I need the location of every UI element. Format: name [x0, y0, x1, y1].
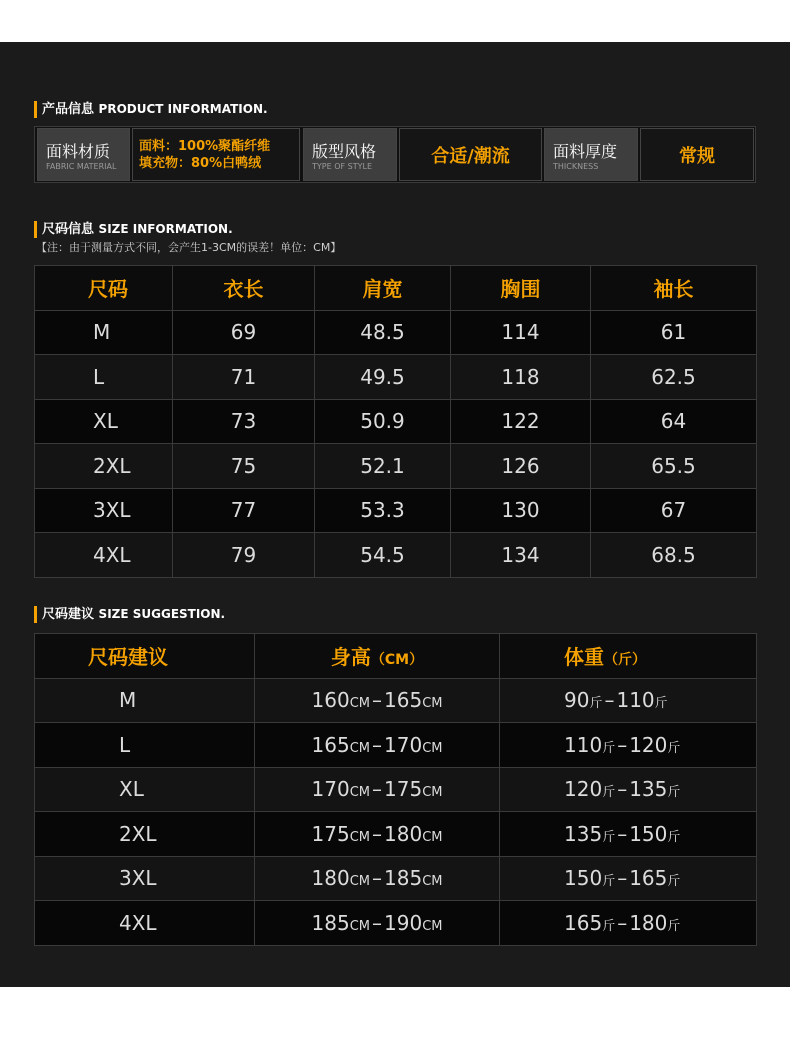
size-info-title-cn: 尺码信息	[42, 222, 95, 237]
size-suggestion-title	[34, 606, 225, 623]
size-cell: 4XL	[35, 533, 173, 578]
shoulder-cell: 50.9	[315, 399, 451, 444]
sleeve-cell: 64	[591, 399, 757, 444]
product-info-title-cn: 产品信息	[42, 102, 95, 117]
sleeve-cell: 61	[591, 310, 757, 355]
length-cell: 75	[173, 444, 315, 489]
suggestion-header-weight: 体重（斤）	[500, 634, 757, 679]
table-row	[35, 399, 757, 444]
table-row	[35, 533, 757, 578]
thickness-label: 面料厚度 THICKNESS	[544, 128, 638, 181]
product-info-title-en: PRODUCT INFORMATION.	[98, 102, 268, 116]
table-row	[35, 767, 757, 812]
size-cell: M	[35, 310, 173, 355]
suggestion-size-cell: 4XL	[35, 901, 255, 946]
suggestion-size-cell: XL	[35, 767, 255, 812]
sleeve-cell: 68.5	[591, 533, 757, 578]
suggestion-height-cell: 165CM – 170CM	[255, 723, 500, 768]
table-row	[35, 901, 757, 946]
chest-cell: 114	[451, 310, 591, 355]
size-suggestion-table	[34, 633, 757, 946]
chest-cell: 130	[451, 488, 591, 533]
table-row	[35, 856, 757, 901]
suggestion-weight-cell: 135斤 – 150斤	[500, 812, 757, 857]
suggestion-header-height: 身高（CM）	[255, 634, 500, 679]
size-suggestion-title-cn: 尺码建议	[42, 607, 95, 622]
length-cell: 73	[173, 399, 315, 444]
size-table-header	[35, 266, 757, 311]
size-table	[34, 265, 757, 578]
suggestion-size-cell: 3XL	[35, 856, 255, 901]
size-header-sleeve: 袖长	[591, 266, 757, 311]
table-row	[35, 488, 757, 533]
length-cell: 77	[173, 488, 315, 533]
suggestion-weight-cell: 150斤 – 165斤	[500, 856, 757, 901]
thickness-value: 常规	[640, 128, 754, 181]
product-info-title	[34, 101, 268, 118]
chest-cell: 122	[451, 399, 591, 444]
product-info-bar	[34, 126, 756, 183]
style-value: 合适/潮流	[399, 128, 542, 181]
shoulder-cell: 49.5	[315, 355, 451, 400]
suggestion-weight-cell: 90斤 – 110斤	[500, 678, 757, 723]
suggestion-height-cell: 175CM – 180CM	[255, 812, 500, 857]
suggestion-size-cell: L	[35, 723, 255, 768]
suggestion-header-size: 尺码建议	[35, 634, 255, 679]
size-header-size: 尺码	[35, 266, 173, 311]
sleeve-cell: 62.5	[591, 355, 757, 400]
size-header-shoulder: 肩宽	[315, 266, 451, 311]
length-cell: 71	[173, 355, 315, 400]
size-cell: 2XL	[35, 444, 173, 489]
suggestion-table-header	[35, 634, 757, 679]
suggestion-height-cell: 170CM – 175CM	[255, 767, 500, 812]
style-label: 版型风格 TYPE OF STYLE	[303, 128, 397, 181]
shoulder-cell: 54.5	[315, 533, 451, 578]
suggestion-size-cell: 2XL	[35, 812, 255, 857]
fabric-value	[132, 128, 300, 181]
shoulder-cell: 52.1	[315, 444, 451, 489]
suggestion-weight-cell: 120斤 – 135斤	[500, 767, 757, 812]
sleeve-cell: 65.5	[591, 444, 757, 489]
table-row	[35, 678, 757, 723]
fabric-value-line1: 面料：100%聚酯纤维	[139, 138, 271, 154]
suggestion-height-cell: 180CM – 185CM	[255, 856, 500, 901]
size-cell: XL	[35, 399, 173, 444]
length-cell: 69	[173, 310, 315, 355]
shoulder-cell: 53.3	[315, 488, 451, 533]
length-cell: 79	[173, 533, 315, 578]
size-header-length: 衣长	[173, 266, 315, 311]
suggestion-weight-cell: 165斤 – 180斤	[500, 901, 757, 946]
size-info-title	[34, 221, 233, 238]
table-row	[35, 310, 757, 355]
fabric-label: 面料材质 FABRIC MATERIAL	[37, 128, 130, 181]
table-row	[35, 812, 757, 857]
size-cell: 3XL	[35, 488, 173, 533]
table-row	[35, 723, 757, 768]
size-info-title-en: SIZE INFORMATION.	[98, 222, 233, 236]
suggestion-height-cell: 160CM – 165CM	[255, 678, 500, 723]
size-suggestion-title-en: SIZE SUGGESTION.	[98, 607, 226, 621]
table-row	[35, 355, 757, 400]
table-row	[35, 444, 757, 489]
chest-cell: 134	[451, 533, 591, 578]
suggestion-height-cell: 185CM – 190CM	[255, 901, 500, 946]
chest-cell: 126	[451, 444, 591, 489]
chest-cell: 118	[451, 355, 591, 400]
size-info-note: 【注：由于测量方式不同，会产生1-3CM的误差！单位：CM】	[36, 241, 342, 254]
size-cell: L	[35, 355, 173, 400]
suggestion-size-cell: M	[35, 678, 255, 723]
suggestion-weight-cell: 110斤 – 120斤	[500, 723, 757, 768]
sleeve-cell: 67	[591, 488, 757, 533]
fabric-value-line2: 填充物：80%白鸭绒	[139, 155, 262, 171]
shoulder-cell: 48.5	[315, 310, 451, 355]
size-header-chest: 胸围	[451, 266, 591, 311]
